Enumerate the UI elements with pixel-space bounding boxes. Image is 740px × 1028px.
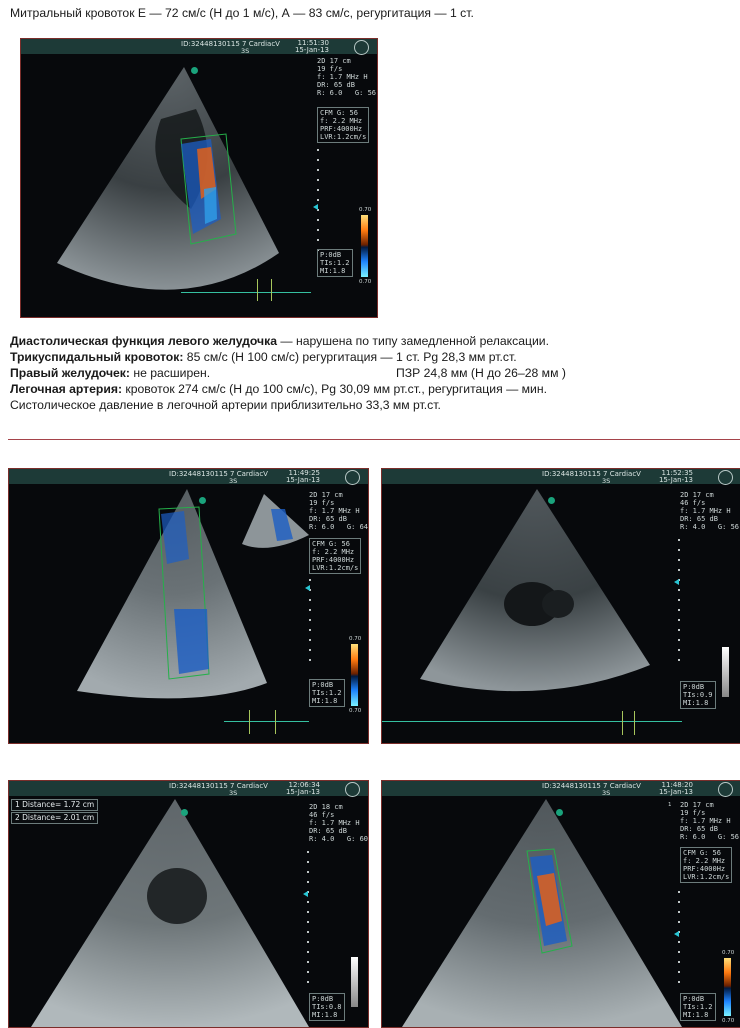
probe-label: 3S: [229, 477, 238, 485]
mode-settings: 2D 17 cm 19 f/s f: 1.7 MHz H DR: 65 dB R: 6.0 G: 56: [680, 801, 740, 841]
echo-image-mitral: [20, 38, 378, 318]
color-scale-bottom: 0.70: [359, 279, 372, 285]
power-settings: P:0dB TIs:0.8 MI:1.8: [309, 993, 345, 1021]
measurement-1: 1 Distance= 1.72 cm: [11, 799, 98, 811]
gray-scale: [722, 647, 729, 697]
depth-scale: [309, 579, 311, 669]
section-divider: [8, 439, 740, 440]
power-settings: P:0dB TIs:1.2 MI:1.8: [680, 993, 716, 1021]
color-velocity-scale: [724, 958, 731, 1016]
focus-marker-icon: [305, 585, 310, 591]
mode-settings: 2D 17 cm 19 f/s f: 1.7 MHz H DR: 65 dB R: 6.0 G: 56: [317, 57, 377, 97]
ecg-marker: [249, 710, 250, 734]
ecg-marker: [275, 710, 276, 734]
depth-scale: [678, 539, 680, 669]
patient-id: ID:32448130115 7 CardiacV: [181, 40, 280, 48]
pulmonary-artery-line: Легочная артерия: кровоток 274 см/с (Н до 100 см/с), Рg 30,09 мм рт.ст., регургитация — мин.: [10, 382, 547, 396]
patient-id: ID:32448130115 7 CardiacV: [542, 470, 641, 478]
lv-diastolic-line: Диастолическая функция левого желудочка — нарушена по типу замедленной релаксации.: [10, 334, 549, 348]
depth-scale: [307, 851, 309, 991]
orientation-marker-icon: [181, 809, 188, 816]
orientation-marker-icon: [199, 497, 206, 504]
mitral-flow-line: Митральный кровоток Е — 72 см/с (Н до 1 м/с), А — 83 см/с, регургитация — 1 ст.: [10, 6, 474, 20]
mode-settings: 2D 17 cm 19 f/s f: 1.7 MHz H DR: 65 dB R: 6.0 G: 64: [309, 491, 369, 531]
orientation-marker-icon: [548, 497, 555, 504]
echo-image-measurements: [8, 780, 369, 1028]
systolic-pressure-line: Систолическое давление в легочной артерии приблизительно 33,3 мм рт.ст.: [10, 398, 441, 412]
echo-image-2d: [381, 468, 740, 744]
echo-image-color-doppler-1: [8, 468, 369, 744]
color-scale-top: 0.70: [349, 636, 362, 642]
timestamp: 11:52:35 15-Jan-13: [658, 469, 693, 484]
probe-label: 3S: [241, 47, 250, 55]
patient-id: ID:32448130115 7 CardiacV: [169, 470, 268, 478]
focus-marker-icon: [674, 931, 679, 937]
depth-scale: [678, 891, 680, 991]
timestamp: 12:06:34 15-Jan-13: [285, 781, 320, 796]
color-scale-bottom: 0.70: [349, 708, 362, 714]
focus-marker-icon: [303, 891, 308, 897]
cfm-settings: CFM G: 56 f: 2.2 MHz PRF:4000Hz LVR:1.2cm/s: [309, 538, 361, 574]
measurement-list: [11, 799, 98, 825]
ecg-marker: [257, 279, 258, 301]
probe-label: 3S: [602, 477, 611, 485]
color-scale-top: 0.70: [722, 950, 735, 956]
focus-marker-icon: [313, 204, 318, 210]
color-velocity-scale: [351, 644, 358, 706]
patient-id: ID:32448130115 7 CardiacV: [542, 782, 641, 790]
mode-settings: 2D 18 cm 46 f/s f: 1.7 MHz H DR: 65 dB R: 4.0 G: 60: [309, 803, 369, 843]
orientation-marker-icon: [556, 809, 563, 816]
right-ventricle-line: Правый желудочек: не расширен.: [10, 366, 211, 380]
orientation-marker-icon: [191, 67, 198, 74]
cfm-settings: CFM G: 56 f: 2.2 MHz PRF:4000Hz LVR:1.2cm/s: [317, 107, 369, 143]
patient-id: ID:32448130115 7 CardiacV: [169, 782, 268, 790]
tricuspid-line: Трикуспидальный кровоток: 85 см/с (Н 100 см/с) регургитация — 1 ст. Рg 28,3 мм рт.ст.: [10, 350, 517, 364]
frame-marker: 1: [668, 802, 672, 808]
pzr-value: ПЗР 24,8 мм (Н до 26–28 мм ): [396, 366, 566, 380]
ecg-trace: [382, 721, 682, 722]
probe-label: 3S: [229, 789, 238, 797]
cfm-settings: CFM G: 56 f: 2.2 MHz PRF:4000Hz LVR:1.2cm/s: [680, 847, 732, 883]
ecg-marker: [622, 711, 623, 735]
color-scale-top: 0.70: [359, 207, 372, 213]
color-scale-bottom: 0.70: [722, 1018, 735, 1024]
power-settings: P:0dB TIs:1.2 MI:1.8: [317, 249, 353, 277]
power-settings: P:0dB TIs:0.9 MI:1.8: [680, 681, 716, 709]
color-velocity-scale: [361, 215, 368, 277]
timestamp: 11:51:30 15-Jan-13: [294, 39, 329, 54]
ecg-marker: [271, 279, 272, 301]
power-settings: P:0dB TIs:1.2 MI:1.8: [309, 679, 345, 707]
timestamp: 11:49:25 15-Jan-13: [285, 469, 320, 484]
focus-marker-icon: [674, 579, 679, 585]
gray-scale: [351, 957, 358, 1007]
measurement-2: 2 Distance= 2.01 cm: [11, 812, 98, 824]
ecg-marker: [634, 711, 635, 735]
mode-settings: 2D 17 cm 46 f/s f: 1.7 MHz H DR: 65 dB R: 4.0 G: 56: [680, 491, 740, 531]
echo-image-color-doppler-2: [381, 780, 740, 1028]
ecg-trace: [224, 721, 309, 722]
timestamp: 11:48:20 15-Jan-13: [658, 781, 693, 796]
ecg-trace: [181, 292, 311, 293]
probe-label: 3S: [602, 789, 611, 797]
